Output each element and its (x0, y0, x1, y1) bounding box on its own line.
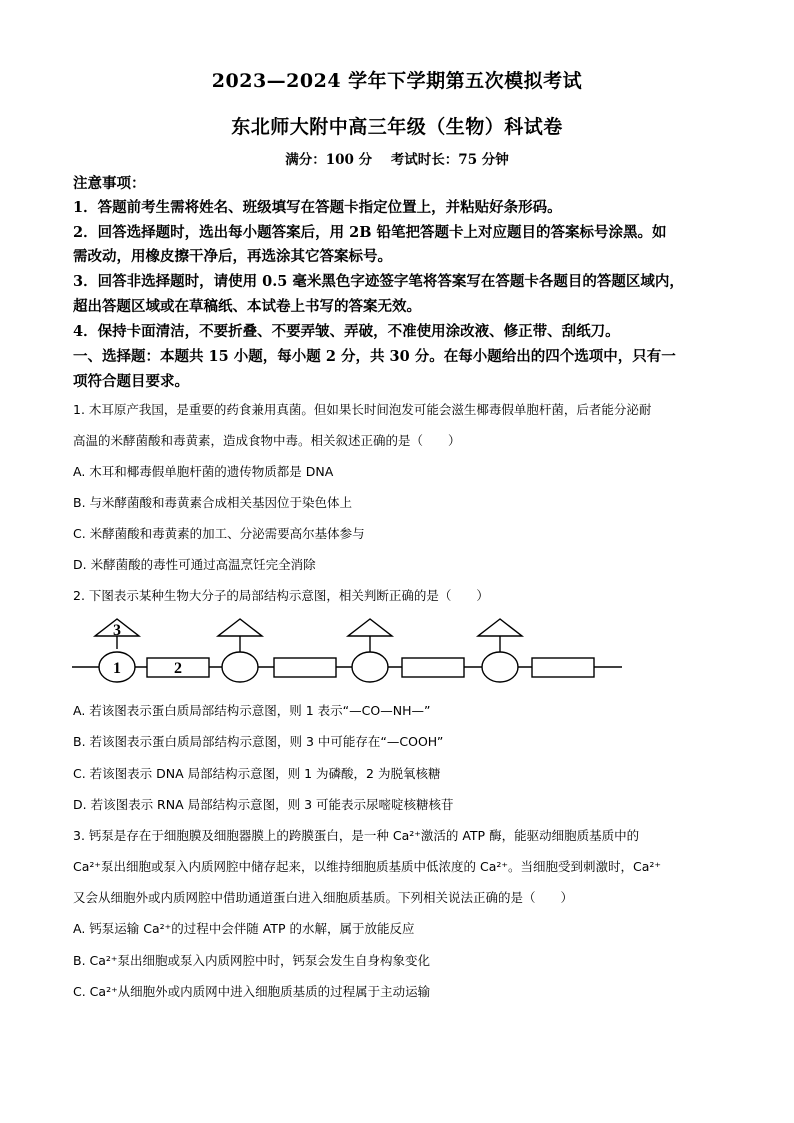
q3-option-a: A. 钙泵运输 Ca²⁺的过程中会伴随 ATP 的水解，属于放能反应 (73, 921, 415, 936)
note-line: 1．答题前考生需将姓名、班级填写在答题卡指定位置上，并粘贴好条形码。 (73, 199, 562, 216)
note-line: 4．保持卡面清洁，不要折叠、不要弄皱、弄破，不准使用涂改液、修正带、刮纸刀。 (73, 323, 620, 340)
question-1-stem-cont: 高温的米酵菌酸和毒黄素，造成食物中毒。相关叙述正确的是（ ） (73, 433, 461, 448)
note-line: 3．回答非选择题时，请使用 0.5 毫米黑色字迹签字笔将答案写在答题卡各题目的答题区域内， (73, 273, 684, 290)
question-3-stem-cont: 又会从细胞外或内质网腔中借助通道蛋白进入细胞质基质。下列相关说法正确的是（ ） (73, 890, 574, 905)
question-3-stem: 3. 钙泵是存在于细胞膜及细胞器膜上的跨膜蛋白，是一种 Ca²⁺激活的 ATP 酶，能驱动细胞质基质中的 (73, 828, 640, 843)
exam-title: 2023—2024 学年下学期第五次模拟考试 (211, 70, 583, 92)
q3-option-b: B. Ca²⁺泵出细胞或泵入内质网腔中时，钙泵会发生自身构象变化 (73, 953, 431, 968)
q1-option-d: D. 米酵菌酸的毒性可通过高温烹饪完全消除 (73, 557, 316, 572)
note-line: 超出答题区域或在草稿纸、本试卷上书写的答案无效。 (73, 298, 421, 315)
side-group-triangle (478, 619, 522, 636)
macromolecule-structure-diagram (70, 612, 630, 688)
score-info: 满分：100 分 (285, 152, 373, 168)
circle-unit (222, 652, 258, 682)
q2-option-a: A. 若该图表示蛋白质局部结构示意图，则 1 表示“—CO—NH—” (73, 703, 431, 718)
rect-unit (402, 658, 464, 677)
exam-meta (0, 148, 794, 168)
duration-info: 考试时长：75 分钟 (390, 152, 509, 168)
q1-option-b: B. 与米酵菌酸和毒黄素合成相关基因位于染色体上 (73, 495, 353, 510)
circle-unit (482, 652, 518, 682)
q2-option-b: B. 若该图表示蛋白质局部结构示意图，则 3 中可能存在“—COOH” (73, 734, 444, 749)
q1-option-c: C. 米酵菌酸和毒黄素的加工、分泌需要高尔基体参与 (73, 526, 365, 541)
question-1-stem: 1. 木耳原产我国，是重要的药食兼用真菌。但如果长时间泡发可能会滋生椰毒假单胞杆菌，后者能分泌耐 (73, 402, 652, 417)
section-heading: 一、选择题：本题共 15 小题，每小题 2 分，共 30 分。在每小题给出的四个选项中，只有一 (73, 348, 676, 365)
section-heading-cont: 项符合题目要求。 (73, 373, 189, 390)
label-2: 2 (174, 660, 182, 677)
q1-option-a: A. 木耳和椰毒假单胞杆菌的遗传物质都是 DNA (73, 464, 334, 479)
rect-unit (274, 658, 336, 677)
q3-option-c: C. Ca²⁺从细胞外或内质网中进入细胞质基质的过程属于主动运输 (73, 984, 431, 999)
q2-option-c: C. 若该图表示 DNA 局部结构示意图，则 1 为磷酸，2 为脱氧核糖 (73, 766, 441, 781)
label-1: 1 (113, 660, 121, 677)
note-line: 需改动，用橡皮擦干净后，再选涂其它答案标号。 (73, 248, 392, 265)
question-3-stem-cont: Ca²⁺泵出细胞或泵入内质网腔中储存起来，以维持细胞质基质中低浓度的 Ca²⁺。当细胞受到刺激时，Ca²⁺ (73, 859, 661, 874)
label-3: 3 (113, 622, 121, 639)
exam-subtitle: 东北师大附中高三年级（生物）科试卷 (231, 116, 563, 138)
notes-heading: 注意事项： (73, 175, 146, 192)
side-group-triangle (218, 619, 262, 636)
circle-unit (352, 652, 388, 682)
rect-unit (532, 658, 594, 677)
note-line: 2．回答选择题时，选出每小题答案后，用 2B 铅笔把答题卡上对应题目的答案标号涂黑。如 (73, 224, 667, 241)
side-group-triangle (348, 619, 392, 636)
q2-option-d: D. 若该图表示 RNA 局部结构示意图，则 3 可能表示尿嘧啶核糖核苷 (73, 797, 454, 812)
question-2-stem: 2. 下图表示某种生物大分子的局部结构示意图，相关判断正确的是（ ） (73, 588, 489, 603)
